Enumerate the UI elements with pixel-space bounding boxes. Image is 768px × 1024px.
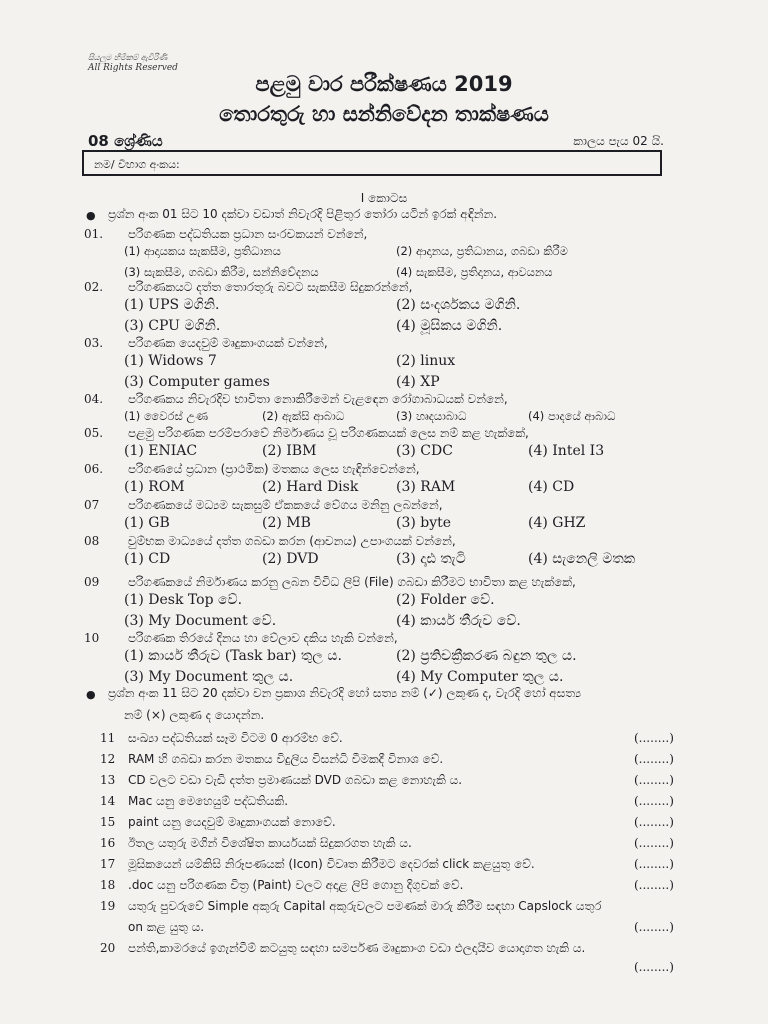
question-number: 09 bbox=[84, 575, 100, 589]
name-index-label: නම/ විභාග අංකය: bbox=[94, 158, 180, 171]
question-text: පරිගණක තිරයේ දිනය හා වේලාව දකිය හැකි වන්නේ, bbox=[128, 631, 398, 645]
answer-option[interactable]: (1) Desk Top වේ. bbox=[124, 592, 243, 608]
answer-blank[interactable]: (........) bbox=[634, 731, 674, 745]
question-text: පරිගණක යෙදවුම් මෘදුකාංගයක් වන්නේ, bbox=[128, 336, 328, 350]
question-text: චුම්භක මාධ්‍යයේ දත්ත ගබඩා කරන (ආචනය) උපාංගයක් වන්නේ, bbox=[128, 534, 456, 548]
time-allowed: කාලය පැය 02 යි. bbox=[573, 134, 664, 148]
copyright-seal-text: සියලුම හිමිකම් ඇවිරිණි bbox=[88, 53, 168, 62]
answer-option[interactable]: (3) My Document තුල ය. bbox=[124, 669, 294, 685]
all-rights-reserved: All Rights Reserved bbox=[88, 63, 178, 73]
answer-option[interactable]: (4) මූසිකය මගිනි. bbox=[396, 318, 503, 334]
statement-text: CD වලට වඩා වැඩි දත්ත ප්‍රමාණයක් DVD ගබඩා කළ නොහැකි ය. bbox=[128, 773, 463, 787]
answer-option[interactable]: (1) UPS මගිනි. bbox=[124, 297, 220, 313]
question-number: 01. bbox=[84, 227, 104, 241]
question-number: 10 bbox=[84, 631, 100, 645]
answer-option[interactable]: (4) XP bbox=[396, 374, 440, 390]
statement-text: Mac යනු මෙහෙයුම් පද්ධතියකි. bbox=[128, 794, 289, 808]
answer-option[interactable]: (2) ආදානය, ප්‍රතිධානය, ගබඩා කිරීම bbox=[396, 244, 568, 258]
answer-option[interactable]: (3) RAM bbox=[396, 479, 456, 495]
question-number: 08 bbox=[84, 534, 100, 548]
statement-text: .doc යනු පරිගණක චිත්‍ර (Paint) වලට අදාළ ලිපි ගොනු දිගුවක් වේ. bbox=[128, 878, 464, 892]
answer-option[interactable]: (2) සංදර්ශකය මගිනි. bbox=[396, 297, 521, 313]
answer-option[interactable]: (3) byte bbox=[396, 515, 452, 531]
statement-text: යතුරු පුවරුවේ Simple අකුරු Capital අකුරුවලට පමණක් මාරු කිරීම සඳහා Capslock යතුර bbox=[128, 899, 602, 913]
statement-number: 17 bbox=[100, 857, 116, 871]
statement-number: 14 bbox=[100, 794, 116, 808]
statement-number: 11 bbox=[100, 731, 116, 745]
tf-instruction-cont: නම් (×) ලකුණ ද යොදන්න. bbox=[124, 708, 265, 722]
question-number: 07 bbox=[84, 498, 100, 512]
answer-option[interactable]: (2) ප්‍රතිචක්‍රීකරණ බඳුන තුල ය. bbox=[396, 648, 577, 664]
statement-text: සංඛ්‍යා පද්ධතියක් සෑම විටම 0 ආරම්භ වේ. bbox=[128, 731, 343, 745]
answer-blank[interactable]: (........) bbox=[634, 960, 674, 974]
statement-number: 12 bbox=[100, 752, 116, 766]
answer-option[interactable]: (3) දෘඪ තැටි bbox=[396, 551, 466, 567]
question-text: පරිගණකයේ නිර්මාණය කරනු ලබන විවිධ ලිපි (File) ගබඩා කිරීමට භාවිතා කළ හැක්කේ, bbox=[128, 575, 576, 589]
answer-option[interactable]: (4) CD bbox=[528, 479, 575, 495]
answer-option[interactable]: (1) වෛරස් උණ bbox=[124, 409, 209, 423]
statement-number: 15 bbox=[100, 815, 116, 829]
answer-option[interactable]: (2) Folder වේ. bbox=[396, 592, 495, 608]
answer-option[interactable]: (4) පාදයේ ආබාධ bbox=[528, 409, 616, 423]
statement-text-cont: on කළ යුතු ය. bbox=[128, 920, 205, 934]
answer-option[interactable]: (4) GHZ bbox=[528, 515, 586, 531]
answer-blank[interactable]: (........) bbox=[634, 815, 674, 829]
answer-blank[interactable]: (........) bbox=[634, 920, 674, 934]
answer-option[interactable]: (1) කාර්ය තීරුව (Task bar) තුල ය. bbox=[124, 648, 342, 664]
statement-text: RAM හි ගබඩා කරන මතකය විදුලිය විසන්ධි වීමකදී විනාශ වේ. bbox=[128, 752, 444, 766]
answer-option[interactable]: (4) My Computer තුල ය. bbox=[396, 669, 564, 685]
section-title: I කොටස bbox=[360, 191, 408, 205]
question-text: පරිගණකයට දත්ත තොරතුරු බවට සැකසීම සිදුකරන්නේ, bbox=[128, 280, 413, 294]
subject-title: තොරතුරු හා සන්නිවේදන තාක්ෂණය bbox=[219, 102, 549, 126]
answer-option[interactable]: (1) ROM bbox=[124, 479, 185, 495]
answer-option[interactable]: (4) සැනෙලි මතක bbox=[528, 551, 636, 567]
grade-label: 08 ශ්‍රේණිය bbox=[88, 132, 163, 150]
answer-blank[interactable]: (........) bbox=[634, 857, 674, 871]
statement-text: මූසිකයෙන් යම්කිසි නිරූපණයක් (Icon) විවෘත කිරීමට දෙවරක් click කළයුතු වේ. bbox=[128, 857, 535, 871]
answer-option[interactable]: (2) linux bbox=[396, 353, 456, 369]
statement-text: ඊතල යතුරු මගින් විශේෂිත කාර්යයක් සිදුකරගත හැකි ය. bbox=[128, 836, 412, 850]
answer-blank[interactable]: (........) bbox=[634, 752, 674, 766]
answer-option[interactable]: (2) ඇක්සි ආබාධ bbox=[262, 409, 345, 423]
statement-number: 16 bbox=[100, 836, 116, 850]
statement-number: 18 bbox=[100, 878, 116, 892]
answer-blank[interactable]: (........) bbox=[634, 878, 674, 892]
question-text: පරිගණකය නිවැරදිව භාවිතා නොකිරීමෙන් වැළඳෙන රෝගාබාධයක් වන්නේ, bbox=[128, 392, 508, 406]
answer-option[interactable]: (2) MB bbox=[262, 515, 311, 531]
bullet-icon: ● bbox=[86, 209, 96, 222]
bullet-icon: ● bbox=[86, 688, 96, 701]
question-number: 03. bbox=[84, 336, 104, 350]
question-number: 05. bbox=[84, 426, 104, 440]
statement-number: 13 bbox=[100, 773, 116, 787]
answer-option[interactable]: (1) GB bbox=[124, 515, 170, 531]
mcq-instruction: ප්‍රශ්න අංක 01 සිට 10 දක්වා වඩාත් නිවැරදි පිළිතුර තෝරා යටින් ඉරක් අඳින්න. bbox=[108, 207, 498, 221]
answer-option[interactable]: (1) Widows 7 bbox=[124, 353, 217, 369]
answer-option[interactable]: (4) සැකසීම, ප්‍රතිදානය, ආවයනය bbox=[396, 265, 553, 279]
statement-text: paint යනු යෙදවුම් මෘදුකාංගයක් නොවේ. bbox=[128, 815, 336, 829]
answer-option[interactable]: (4) Intel I3 bbox=[528, 443, 605, 459]
exam-title: පළමු වාර පරීක්ෂණය 2019 bbox=[255, 72, 513, 96]
tf-instruction: ප්‍රශ්න අංක 11 සිට 20 දක්වා වන ප්‍රකාශ නිවැරදි හෝ සත්‍ය නම් (✓) ලකුණ ද, වැරදි හෝ අසත්‍ය bbox=[108, 686, 582, 700]
question-text: පරිගණකයේ මධ්‍යම සැකසුම් ඒකකයේ වේගය මනිනු ලබන්නේ, bbox=[128, 498, 443, 512]
answer-option[interactable]: (3) Computer games bbox=[124, 374, 270, 390]
copyright-notice bbox=[88, 52, 178, 74]
answer-option[interactable]: (3) CPU මගිනි. bbox=[124, 318, 221, 334]
answer-option[interactable]: (1) ENIAC bbox=[124, 443, 198, 459]
answer-option[interactable]: (3) හෘදයාබාධ bbox=[396, 409, 467, 423]
question-text: පළමු පරිගණක පරම්පරාවේ නිර්මාණය වූ පරිගණකයක් ලෙස නම් කළ හැක්කේ, bbox=[128, 426, 529, 440]
answer-blank[interactable]: (........) bbox=[634, 836, 674, 850]
question-text: පරිගණක පද්ධතියක ප්‍රධාන සංරචකයන් වන්නේ, bbox=[128, 227, 368, 241]
answer-option[interactable]: (3) CDC bbox=[396, 443, 453, 459]
answer-option[interactable]: (3) සැකසීම, ගබඩා කිරීම, සන්නිවේදනය bbox=[124, 265, 319, 279]
question-text: පරිගණයේ ප්‍රධාන (ප්‍රාථමික) මතකය ලෙස හැඳින්වෙන්නේ, bbox=[128, 462, 420, 476]
answer-option[interactable]: (2) DVD bbox=[262, 551, 319, 567]
answer-blank[interactable]: (........) bbox=[634, 773, 674, 787]
answer-option[interactable]: (2) IBM bbox=[262, 443, 317, 459]
answer-blank[interactable]: (........) bbox=[634, 794, 674, 808]
statement-number: 19 bbox=[100, 899, 116, 913]
statement-text: පන්ති,කාමරයේ ඉගැන්වීම් කටයුතු සඳහා සමර්පණ මෘදුකාංග වඩා ඵලදායීව යොදාගත හැකි ය. bbox=[128, 941, 586, 955]
statement-number: 20 bbox=[100, 941, 116, 955]
question-number: 04. bbox=[84, 392, 104, 406]
answer-option[interactable]: (1) ආදායකය සැකසීම, ප්‍රතිධානය bbox=[124, 244, 281, 258]
question-number: 02. bbox=[84, 280, 104, 294]
answer-option[interactable]: (4) කාර්ය තීරුව වේ. bbox=[396, 613, 521, 629]
answer-option[interactable]: (1) CD bbox=[124, 551, 171, 567]
answer-option[interactable]: (2) Hard Disk bbox=[262, 479, 359, 495]
question-number: 06. bbox=[84, 462, 104, 476]
answer-option[interactable]: (3) My Document වේ. bbox=[124, 613, 277, 629]
name-index-box[interactable] bbox=[82, 150, 662, 176]
